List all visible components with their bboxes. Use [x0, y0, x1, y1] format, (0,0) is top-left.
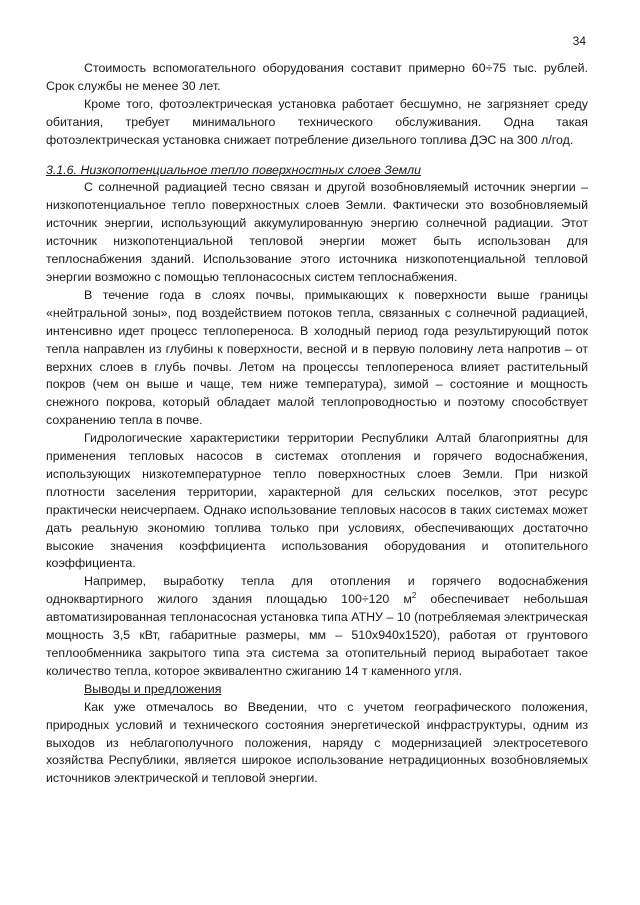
paragraph-pv-benefits: Кроме того, фотоэлектрическая установка работает бесшумно, не загрязняет среду обитания, требует минимального технического обслуживания. Одна такая фотоэлектрическая установка снижает потребление дизельного топлива ДЭС на 300 л/год.: [46, 96, 588, 147]
paragraph-equipment-cost: Стоимость вспомогательного оборудования составит примерно 60÷75 тыс. рублей. Срок службы не менее 30 лет.: [46, 61, 588, 93]
page-number: 34: [572, 34, 586, 48]
superscript-two: 2: [411, 591, 417, 601]
paragraph-hydrology: Гидрологические характеристики территории Республики Алтай благоприятны для применения тепловых насосов в системах отопления и горячего водоснабжения, использующих низкотемпературное тепло поверхностных слоев Земли. При низкой плотности заселения территории, характерной для сельских поселков, этот ресурс практически неисчерпаем. Однако использование тепловых насосов в таких системах может дать реальную экономию топлива только при условиях, обеспечивающих достаточно высокие значения коэффициента использования оборудования и отопительного коэффициента.: [46, 431, 588, 571]
subsection-title: Выводы и предложения: [84, 681, 222, 696]
heat-pump-text-start: Например, выработку тепла для отопления и горячего водоснабжения одноквартирного жилого здания площадью 100÷120 м: [46, 574, 588, 607]
heat-pump-text-end: обеспечивает небольшая автоматизированная теплонасосная установка типа АТНУ – 10 (потребляемая электрическая мощность 3,5 кВт, габаритные размеры, мм – 510х940х1520), работая от грунтового теплообменника закрытого типа эта система за отопительный период выработает такое количество тепла, которое эквивалентно сжиганию 14 т каменного угля.: [46, 592, 588, 678]
paragraph-heat-pump-example: [46, 573, 588, 680]
paragraph-conclusions: Как уже отмечалось во Введении, что с учетом географического положения, природных условий и технического состояния энергетической инфраструктуры, одним из выходов из неблагополучного положения, наряду с модернизацией электросетевого хозяйства Республики, является широкое использование нетрадиционных возобновляемых источников электрической и тепловой энергии.: [46, 699, 588, 786]
paragraph-soil-heat-transfer: В течение года в слоях почвы, примыкающих к поверхности выше границы «нейтральной зоны», под воздействием потоков тепла, связанных с солнечной радиацией, интенсивно идет процесс теплопереноса. В холодный период года результирующий поток тепла направлен из глубины к поверхности, весной и в первую половину лета напротив – от верхних слоев в глубь почвы. Летом на процессы теплопереноса влияет растительный покров (чем он выше и чаще, тем ниже температура), зимой – состояние и мощность снежного покрова, который обладает малой теплопроводностью и поэтому способствует сохранению тепла в почве.: [46, 287, 588, 428]
paragraph-low-potential-heat: С солнечной радиацией тесно связан и другой возобновляемый источник энергии – низкопотенциальное тепло поверхностных слоев Земли. Фактически это возобновляемый источник энергии, использующий аккумулированную энергию солнечной радиации. Этот источник низкопотенциальной тепловой энергии может быть использован для теплоснабжения зданий. Использование этого источника низкопотенциальной тепловой энергии возможно с помощью теплонасосных систем теплоснабжения.: [46, 180, 588, 284]
page-body: [46, 60, 588, 788]
section-title: 3.1.6. Низкопотенциальное тепло поверхностных слоев Земли: [46, 162, 422, 177]
